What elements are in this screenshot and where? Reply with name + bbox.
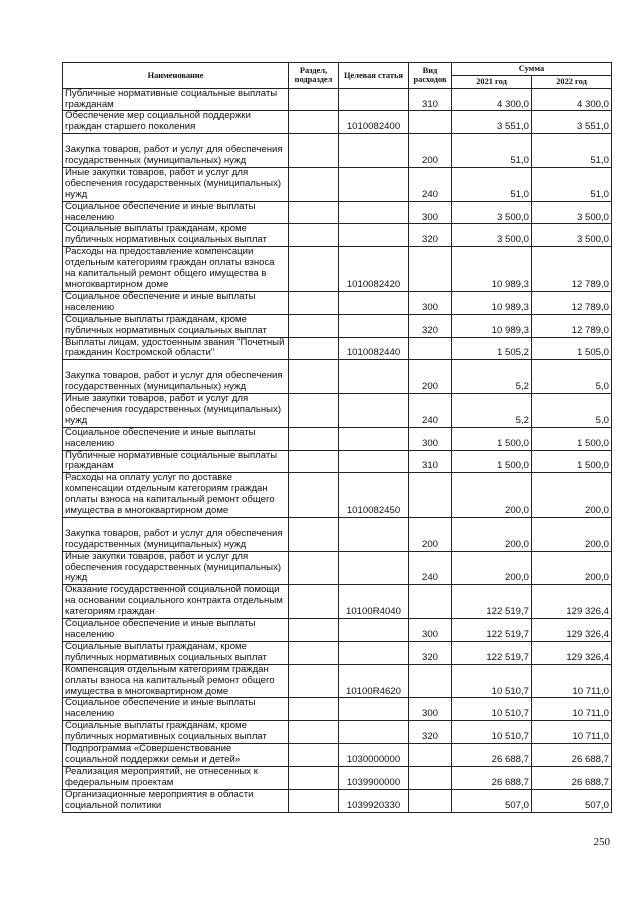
cell-target: 1030000000: [339, 744, 409, 767]
cell-name: Закупка товаров, работ и услуг для обеспечения государственных (муниципальных) нужд: [63, 134, 289, 168]
cell-sum-2022: 200,0: [532, 517, 612, 551]
cell-sum-2022: 507,0: [532, 789, 612, 812]
cell-section: [289, 394, 339, 428]
cell-name: Компенсация отдельным категориям граждан оплаты взноса на капитальный ремонт общего имущества в многоквартирном доме: [63, 664, 289, 698]
cell-section: [289, 291, 339, 314]
table-row: [63, 201, 612, 224]
cell-target: [339, 394, 409, 428]
cell-sum-2021: 3 500,0: [452, 201, 532, 224]
cell-section: [289, 744, 339, 767]
cell-name: Социальные выплаты гражданам, кроме публичных нормативных социальных выплат: [63, 314, 289, 337]
cell-sum-2021: 10 989,3: [452, 291, 532, 314]
budget-table: [62, 62, 612, 813]
cell-expense-type: [409, 585, 452, 619]
header-expense-type: Вид расходов: [409, 63, 452, 89]
cell-target: [339, 134, 409, 168]
table-row: [63, 789, 612, 812]
cell-sum-2021: 1 500,0: [452, 427, 532, 450]
cell-expense-type: [409, 337, 452, 360]
cell-sum-2022: 1 500,0: [532, 450, 612, 473]
cell-sum-2021: 200,0: [452, 551, 532, 585]
cell-section: [289, 664, 339, 698]
table-row: [63, 314, 612, 337]
header-year-2021: 2021 год: [452, 76, 532, 89]
cell-expense-type: 300: [409, 698, 452, 721]
cell-name: Социальные выплаты гражданам, кроме публичных нормативных социальных выплат: [63, 721, 289, 744]
cell-expense-type: [409, 744, 452, 767]
cell-name: Расходы на предоставление компенсации отдельным категориям граждан оплаты взноса на капитальный ремонт общего имущества в многоквартирном доме: [63, 247, 289, 292]
cell-name: Социальные выплаты гражданам, кроме публичных нормативных социальных выплат: [63, 641, 289, 664]
header-year-2022: 2022 год: [532, 76, 612, 89]
cell-expense-type: 240: [409, 551, 452, 585]
cell-expense-type: 320: [409, 721, 452, 744]
table-row: [63, 247, 612, 292]
table-row: [63, 585, 612, 619]
cell-sum-2022: 129 326,4: [532, 641, 612, 664]
cell-section: [289, 247, 339, 292]
cell-expense-type: [409, 473, 452, 518]
cell-target: 1010082450: [339, 473, 409, 518]
cell-expense-type: 320: [409, 224, 452, 247]
cell-name: Социальное обеспечение и иные выплаты населению: [63, 201, 289, 224]
cell-name: Социальное обеспечение и иные выплаты населению: [63, 698, 289, 721]
table-row: [63, 450, 612, 473]
table-row: [63, 360, 612, 394]
cell-target: [339, 88, 409, 111]
cell-section: [289, 619, 339, 642]
cell-expense-type: 300: [409, 291, 452, 314]
cell-expense-type: 200: [409, 134, 452, 168]
cell-sum-2022: 4 300,0: [532, 88, 612, 111]
cell-section: [289, 551, 339, 585]
cell-expense-type: 300: [409, 427, 452, 450]
table-row: [63, 641, 612, 664]
cell-sum-2021: 122 519,7: [452, 641, 532, 664]
cell-name: Публичные нормативные социальные выплаты гражданам: [63, 450, 289, 473]
cell-target: [339, 201, 409, 224]
cell-name: Социальное обеспечение и иные выплаты населению: [63, 427, 289, 450]
cell-name: Социальные выплаты гражданам, кроме публичных нормативных социальных выплат: [63, 224, 289, 247]
cell-sum-2022: 129 326,4: [532, 619, 612, 642]
cell-name: Публичные нормативные социальные выплаты гражданам: [63, 88, 289, 111]
cell-section: [289, 167, 339, 201]
cell-sum-2022: 10 711,0: [532, 698, 612, 721]
cell-target: [339, 641, 409, 664]
cell-expense-type: 320: [409, 314, 452, 337]
cell-name: Социальное обеспечение и иные выплаты населению: [63, 619, 289, 642]
cell-sum-2022: 200,0: [532, 551, 612, 585]
cell-sum-2022: 51,0: [532, 134, 612, 168]
page-number: 250: [593, 836, 610, 848]
cell-expense-type: 200: [409, 360, 452, 394]
table-row: [63, 111, 612, 134]
cell-sum-2021: 10 510,7: [452, 664, 532, 698]
cell-sum-2022: 26 688,7: [532, 744, 612, 767]
cell-target: 1039920330: [339, 789, 409, 812]
cell-section: [289, 201, 339, 224]
header-name: Наименование: [63, 63, 289, 89]
cell-expense-type: 240: [409, 167, 452, 201]
cell-sum-2022: 5,0: [532, 360, 612, 394]
cell-expense-type: [409, 664, 452, 698]
cell-sum-2022: 3 551,0: [532, 111, 612, 134]
cell-target: [339, 291, 409, 314]
cell-sum-2022: 1 505,0: [532, 337, 612, 360]
cell-target: 1010082440: [339, 337, 409, 360]
table-row: [63, 744, 612, 767]
table-row: [63, 664, 612, 698]
cell-sum-2021: 1 505,2: [452, 337, 532, 360]
cell-sum-2021: 122 519,7: [452, 585, 532, 619]
cell-expense-type: 300: [409, 619, 452, 642]
cell-target: [339, 224, 409, 247]
cell-target: 10100R4040: [339, 585, 409, 619]
cell-name: Подпрограмма «Совершенствование социальной поддержки семьи и детей»: [63, 744, 289, 767]
cell-name: Иные закупки товаров, работ и услуг для обеспечения государственных (муниципальных) нужд: [63, 394, 289, 428]
cell-target: 1039900000: [339, 766, 409, 789]
cell-target: [339, 314, 409, 337]
cell-section: [289, 585, 339, 619]
cell-sum-2021: 122 519,7: [452, 619, 532, 642]
cell-sum-2021: 26 688,7: [452, 766, 532, 789]
cell-expense-type: 310: [409, 88, 452, 111]
cell-sum-2021: 4 300,0: [452, 88, 532, 111]
cell-sum-2021: 10 989,3: [452, 247, 532, 292]
cell-target: [339, 619, 409, 642]
cell-expense-type: [409, 766, 452, 789]
cell-name: Иные закупки товаров, работ и услуг для обеспечения государственных (муниципальных) нужд: [63, 551, 289, 585]
table-row: [63, 167, 612, 201]
cell-sum-2021: 200,0: [452, 473, 532, 518]
cell-section: [289, 641, 339, 664]
cell-target: [339, 427, 409, 450]
cell-name: Обеспечение мер социальной поддержки граждан старшего поколения: [63, 111, 289, 134]
table-row: [63, 291, 612, 314]
table-row: [63, 551, 612, 585]
cell-section: [289, 314, 339, 337]
cell-section: [289, 224, 339, 247]
header-section: Раздел, подраздел: [289, 63, 339, 89]
cell-name: Закупка товаров, работ и услуг для обеспечения государственных (муниципальных) нужд: [63, 517, 289, 551]
cell-section: [289, 473, 339, 518]
table-row: [63, 619, 612, 642]
cell-sum-2022: 12 789,0: [532, 291, 612, 314]
cell-expense-type: 310: [409, 450, 452, 473]
header-target: Целевая статья: [339, 63, 409, 89]
cell-sum-2021: 10 989,3: [452, 314, 532, 337]
cell-name: Расходы на оплату услуг по доставке компенсации отдельным категориям граждан оплаты взноса на капитальный ремонт общего имущества в многоквартирном доме: [63, 473, 289, 518]
table-header: [63, 63, 612, 89]
cell-sum-2022: 3 500,0: [532, 201, 612, 224]
table-row: [63, 721, 612, 744]
header-sum: Сумма: [452, 63, 612, 76]
cell-name: Закупка товаров, работ и услуг для обеспечения государственных (муниципальных) нужд: [63, 360, 289, 394]
cell-sum-2021: 507,0: [452, 789, 532, 812]
cell-target: 1010082400: [339, 111, 409, 134]
cell-sum-2021: 5,2: [452, 360, 532, 394]
cell-name: Выплаты лицам, удостоенным звания "Почетный гражданин Костромской области": [63, 337, 289, 360]
cell-sum-2022: 1 500,0: [532, 427, 612, 450]
cell-expense-type: 200: [409, 517, 452, 551]
cell-name: Реализация мероприятий, не отнесенных к федеральным проектам: [63, 766, 289, 789]
cell-expense-type: 320: [409, 641, 452, 664]
cell-sum-2022: 3 500,0: [532, 224, 612, 247]
table-row: [63, 224, 612, 247]
cell-target: 10100R4620: [339, 664, 409, 698]
cell-sum-2022: 5,0: [532, 394, 612, 428]
table-row: [63, 394, 612, 428]
cell-sum-2022: 12 789,0: [532, 247, 612, 292]
cell-section: [289, 337, 339, 360]
table-row: [63, 134, 612, 168]
cell-section: [289, 517, 339, 551]
cell-name: Иные закупки товаров, работ и услуг для обеспечения государственных (муниципальных) нужд: [63, 167, 289, 201]
table-row: [63, 698, 612, 721]
cell-expense-type: 240: [409, 394, 452, 428]
table-row: [63, 766, 612, 789]
table-row: [63, 337, 612, 360]
cell-sum-2022: 129 326,4: [532, 585, 612, 619]
cell-sum-2021: 5,2: [452, 394, 532, 428]
cell-sum-2021: 200,0: [452, 517, 532, 551]
table-row: [63, 517, 612, 551]
cell-sum-2022: 12 789,0: [532, 314, 612, 337]
cell-target: [339, 450, 409, 473]
cell-expense-type: [409, 111, 452, 134]
cell-sum-2021: 10 510,7: [452, 721, 532, 744]
cell-sum-2021: 26 688,7: [452, 744, 532, 767]
table-row: [63, 427, 612, 450]
cell-expense-type: [409, 789, 452, 812]
cell-section: [289, 111, 339, 134]
cell-section: [289, 789, 339, 812]
cell-section: [289, 427, 339, 450]
cell-name: Организационные мероприятия в области социальной политики: [63, 789, 289, 812]
cell-section: [289, 450, 339, 473]
cell-section: [289, 698, 339, 721]
cell-target: [339, 698, 409, 721]
cell-name: Социальное обеспечение и иные выплаты населению: [63, 291, 289, 314]
table-row: [63, 473, 612, 518]
cell-sum-2021: 51,0: [452, 134, 532, 168]
cell-sum-2021: 51,0: [452, 167, 532, 201]
cell-target: [339, 167, 409, 201]
cell-target: 1010082420: [339, 247, 409, 292]
cell-sum-2021: 3 500,0: [452, 224, 532, 247]
cell-section: [289, 766, 339, 789]
table-body: [63, 88, 612, 812]
cell-sum-2021: 1 500,0: [452, 450, 532, 473]
cell-section: [289, 88, 339, 111]
cell-sum-2021: 10 510,7: [452, 698, 532, 721]
cell-section: [289, 360, 339, 394]
cell-target: [339, 360, 409, 394]
cell-sum-2022: 10 711,0: [532, 664, 612, 698]
cell-target: [339, 551, 409, 585]
cell-section: [289, 721, 339, 744]
cell-sum-2021: 3 551,0: [452, 111, 532, 134]
cell-sum-2022: 200,0: [532, 473, 612, 518]
cell-sum-2022: 10 711,0: [532, 721, 612, 744]
cell-expense-type: [409, 247, 452, 292]
cell-target: [339, 721, 409, 744]
cell-sum-2022: 26 688,7: [532, 766, 612, 789]
table-row: [63, 88, 612, 111]
cell-sum-2022: 51,0: [532, 167, 612, 201]
cell-expense-type: 300: [409, 201, 452, 224]
cell-section: [289, 134, 339, 168]
cell-name: Оказание государственной социальной помощи на основании социального контракта отдельным категориям граждан: [63, 585, 289, 619]
cell-target: [339, 517, 409, 551]
